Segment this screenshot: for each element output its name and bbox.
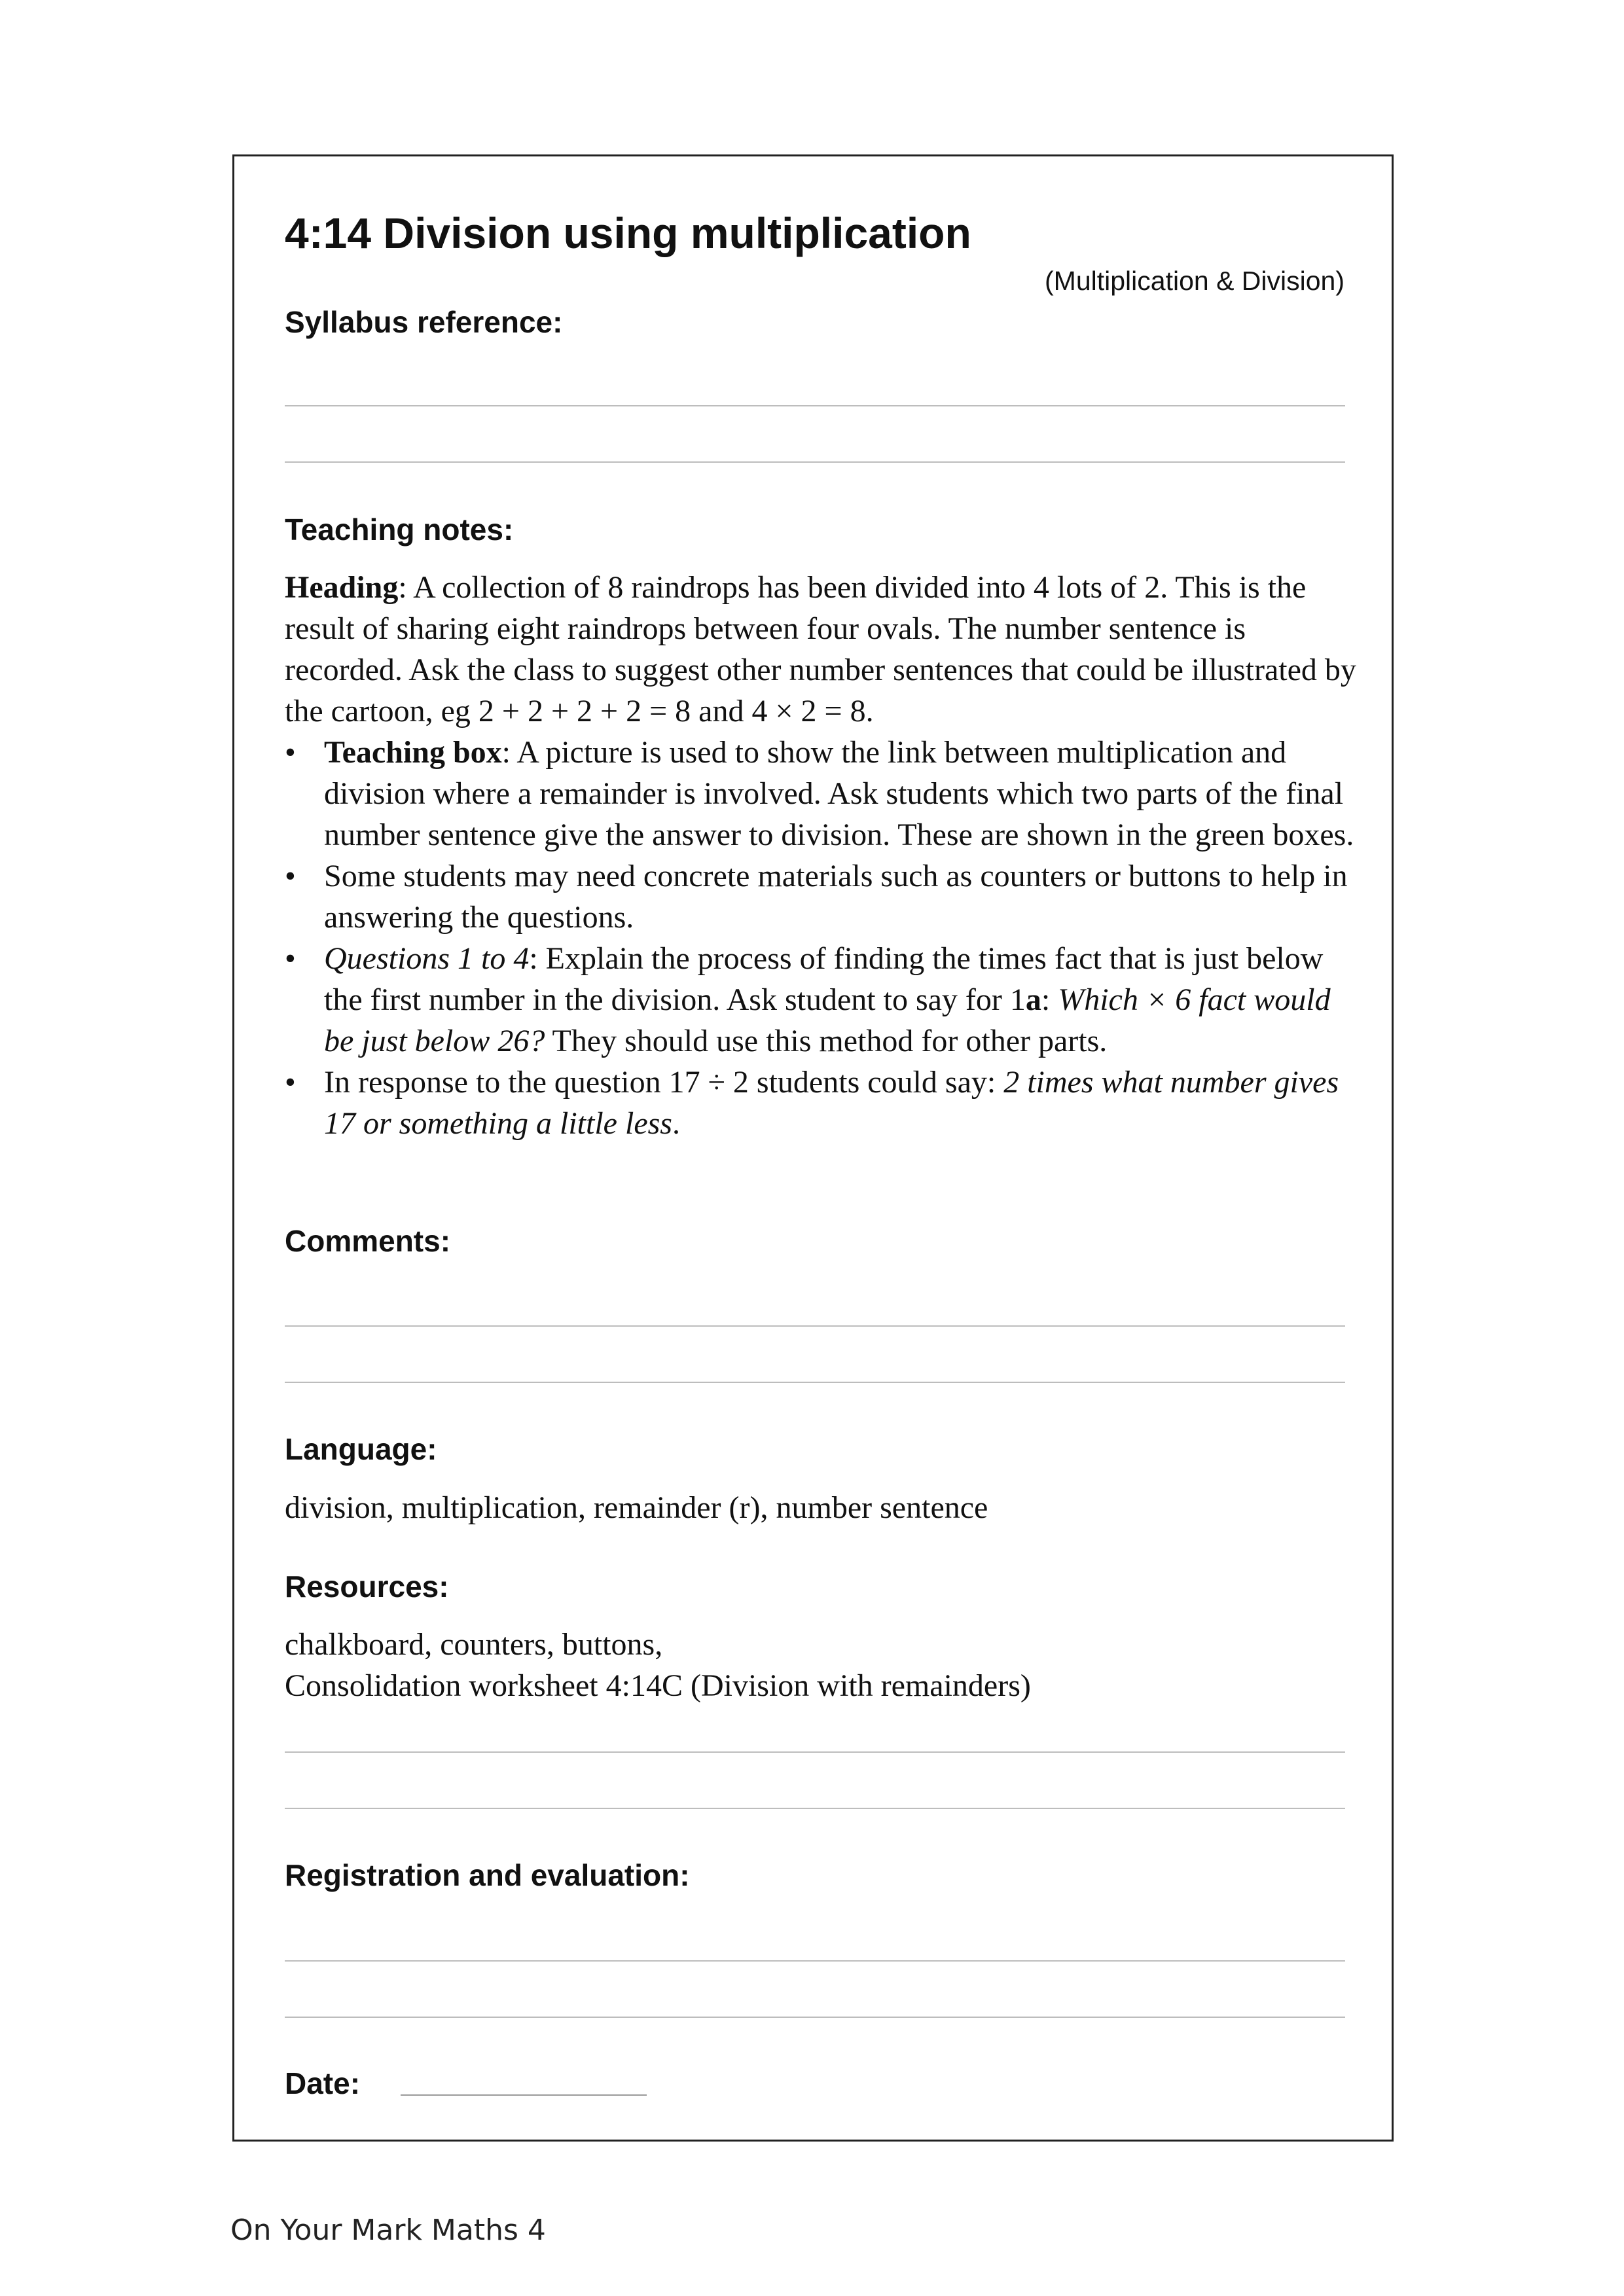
topic-category: (Multiplication & Division): [1045, 266, 1344, 296]
syllabus-line-2: [285, 461, 1345, 463]
comments-heading: Comments:: [285, 1224, 451, 1258]
teaching-notes-list: [285, 732, 1358, 1144]
registration-line-1: [285, 1960, 1345, 1962]
resources-line-2: Consolidation worksheet 4:14C (Division with remainders): [285, 1668, 1031, 1703]
worksheet-frame: [232, 154, 1394, 2142]
resources-heading: Resources:: [285, 1570, 449, 1604]
teaching-notes-intro: Heading: A collection of 8 raindrops has been divided into 4 lots of 2. This is the result of sharing eight raindrops between four ovals. The number sentence is recorded. Ask the class to suggest other number sentences that could be illustrated by the cartoon, eg 2 + 2 + 2 + 2 = 8 and 4 × 2 = 8.: [285, 570, 1356, 728]
teaching-notes-body: [285, 567, 1358, 1144]
syllabus-line-1: [285, 405, 1345, 406]
resources-line-a: [285, 1751, 1345, 1753]
date-line: [401, 2094, 647, 2096]
footer-book-title: On Your Mark Maths 4: [230, 2214, 546, 2247]
list-item: • In response to the question 17 ÷ 2 students could say: 2 times what number gives 17 or something a little less.: [285, 1062, 1358, 1144]
page-title: 4:14 Division using multiplication: [285, 209, 971, 257]
resources-line-1: chalkboard, counters, buttons,: [285, 1627, 663, 1662]
comments-line-1: [285, 1325, 1345, 1327]
date-label: Date:: [285, 2066, 361, 2100]
resources-line-b: [285, 1808, 1345, 1809]
list-item: • Questions 1 to 4: Explain the process of finding the times fact that is just below the first number in the division. Ask student to say for 1a: Which × 6 fact would be just below 26? They should use this method for other parts.: [285, 938, 1358, 1062]
comments-line-2: [285, 1382, 1345, 1383]
teaching-notes-heading: Teaching notes:: [285, 512, 514, 547]
language-heading: Language:: [285, 1432, 437, 1466]
language-text: division, multiplication, remainder (r), number sentence: [285, 1490, 988, 1525]
registration-heading: Registration and evaluation:: [285, 1858, 690, 1892]
syllabus-heading: Syllabus reference:: [285, 305, 563, 339]
registration-line-2: [285, 2017, 1345, 2018]
list-item: • Teaching box: A picture is used to show the link between multiplication and division where a remainder is involved. Ask students which two parts of the final number sentence give the answer to division. These are shown in the green boxes.: [285, 732, 1358, 855]
list-item: • Some students may need concrete materials such as counters or buttons to help in answering the questions.: [285, 855, 1358, 938]
